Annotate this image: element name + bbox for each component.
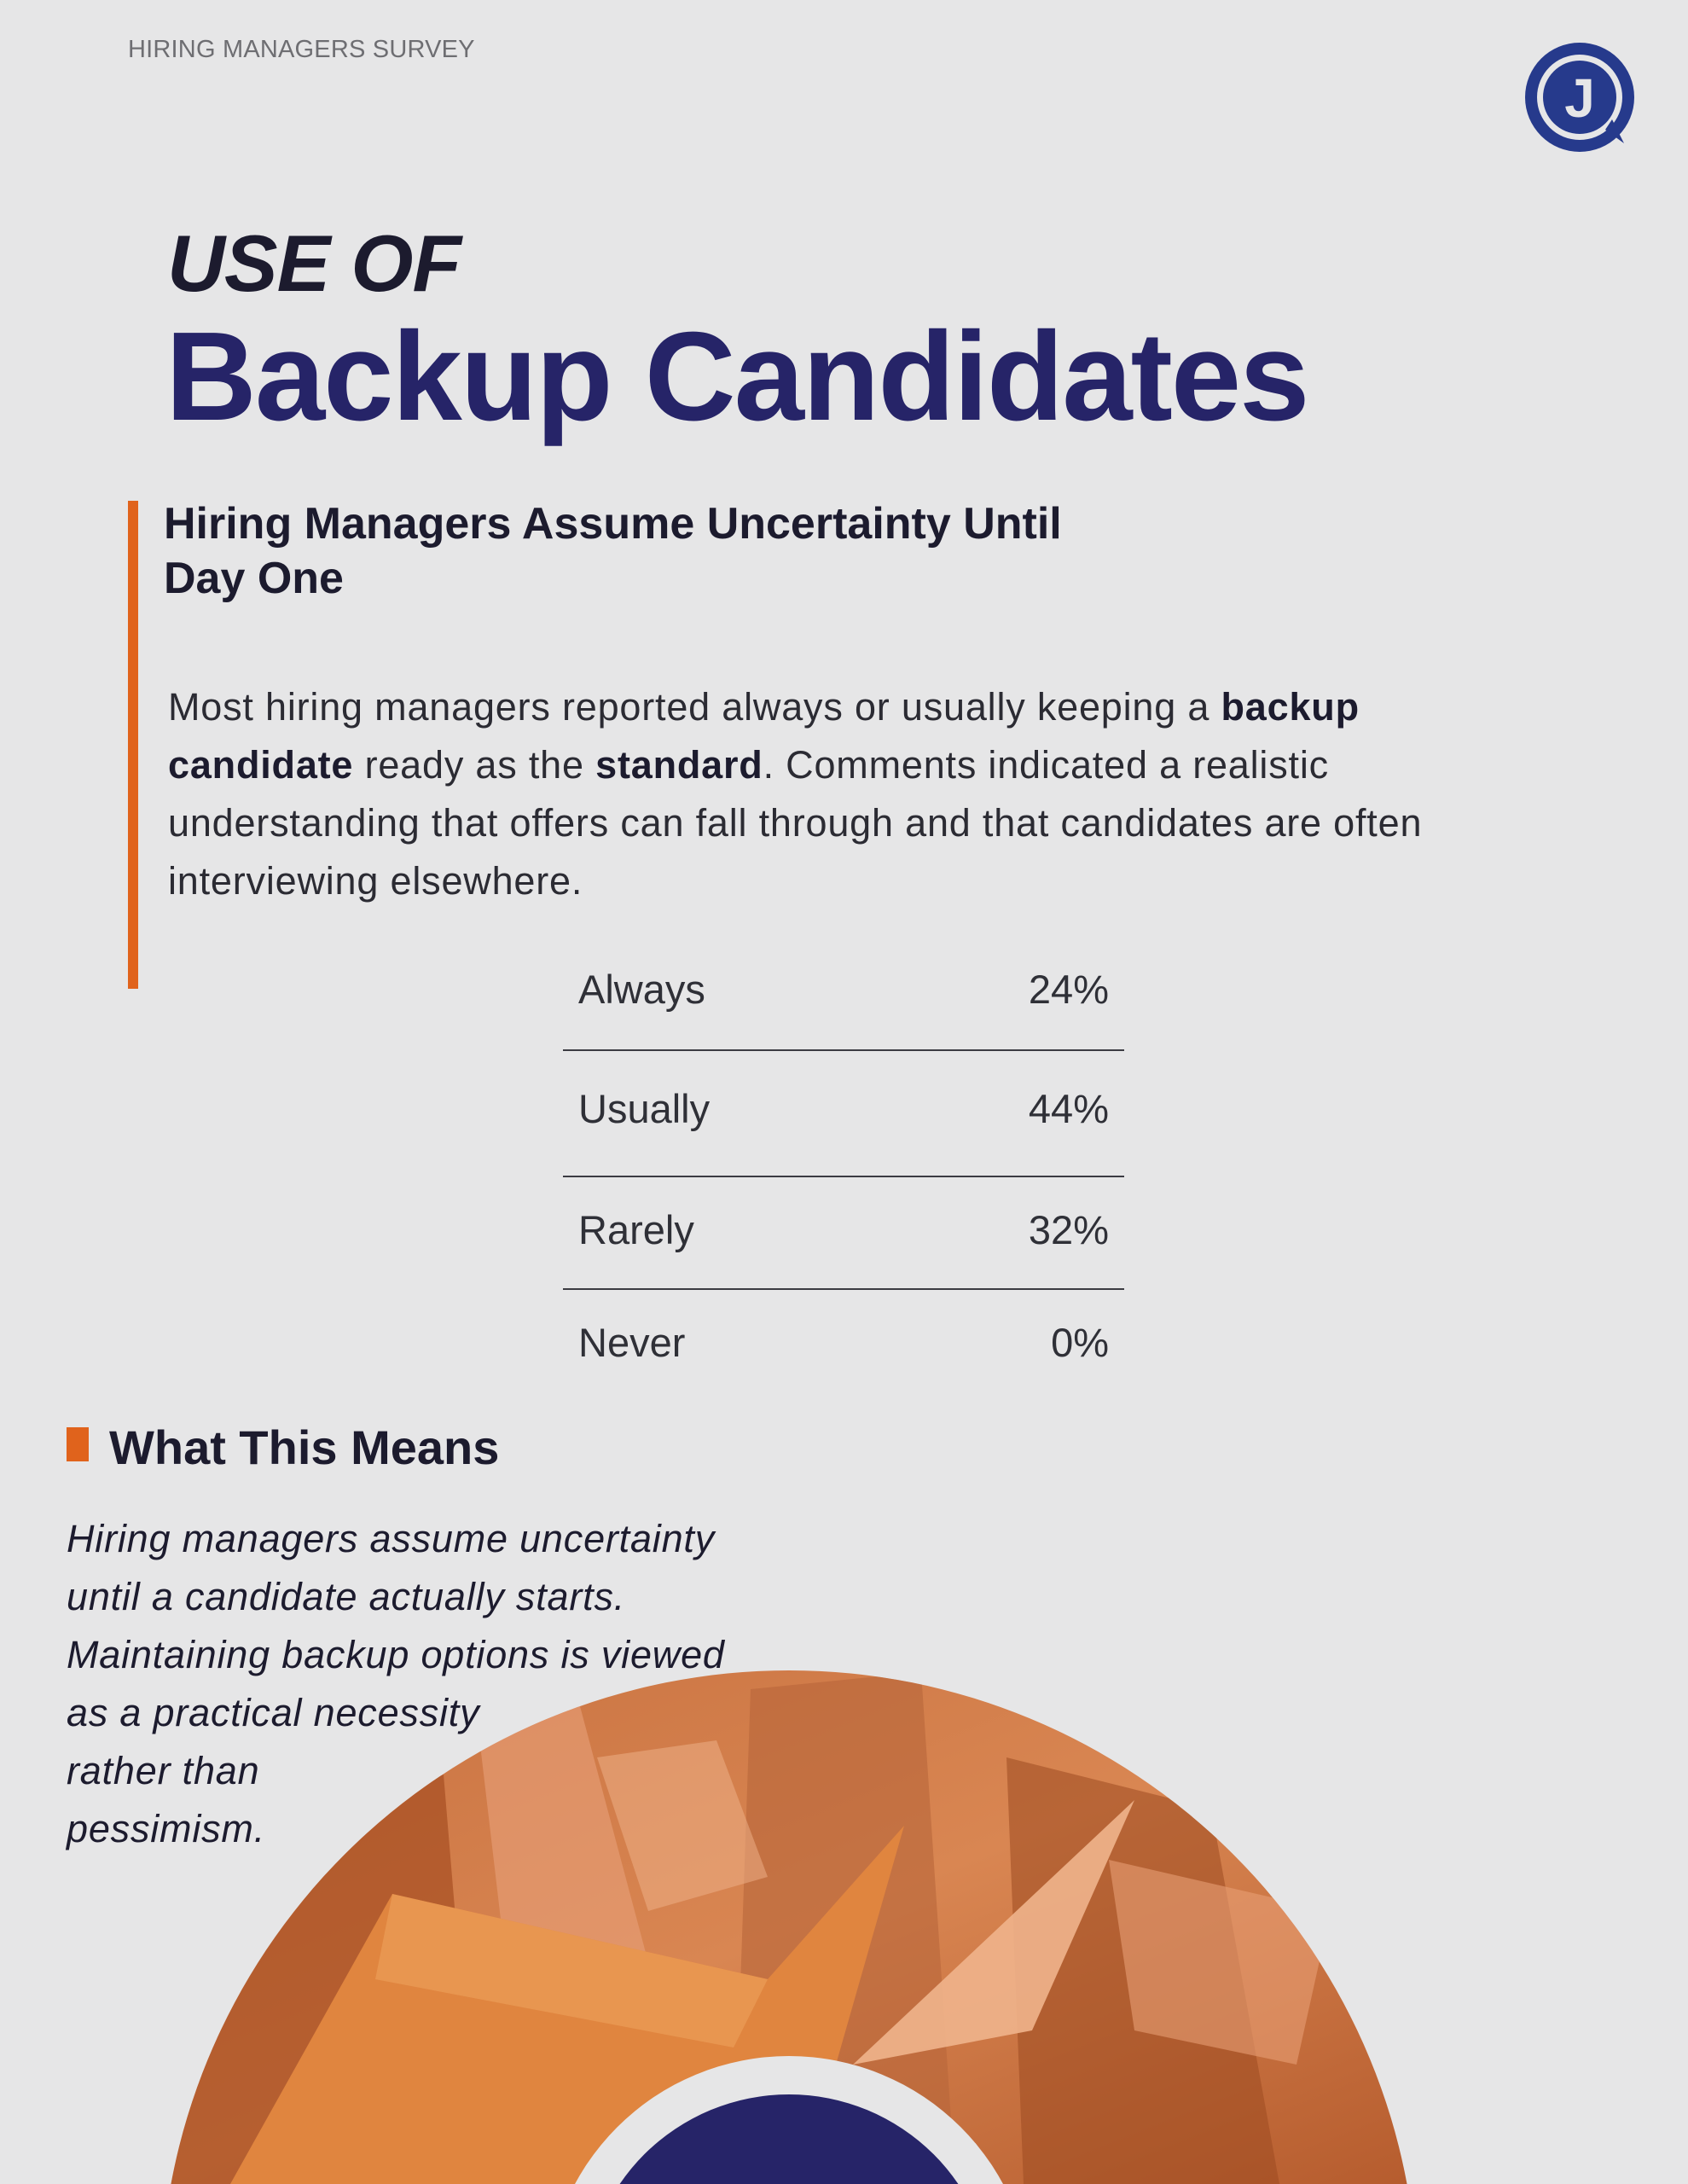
means-line: Hiring managers assume uncertainty — [67, 1517, 716, 1560]
means-line: rather than — [67, 1749, 260, 1792]
section-title: What This Means — [109, 1420, 500, 1474]
title-kicker: USE OF — [167, 218, 461, 308]
body-emphasis: backup candidate — [168, 685, 1360, 787]
row-label: Usually — [578, 1086, 711, 1131]
row-value: 0% — [1051, 1320, 1109, 1365]
body-text: . Comments indicated a realistic understanding that offers can fall through and that candidates are often interviewing elsewhere. — [168, 743, 1423, 903]
means-line: pessimism. — [67, 1807, 266, 1850]
means-line: as a practical necessity — [67, 1691, 480, 1734]
survey-label: HIRING MANAGERS SURVEY — [128, 36, 475, 63]
means-line: Maintaining backup options is viewed — [67, 1633, 725, 1676]
row-label: Never — [578, 1320, 686, 1365]
row-label: Always — [578, 967, 705, 1012]
body-text: ready as the — [353, 743, 596, 787]
means-line: until a candidate actually starts. — [67, 1575, 626, 1618]
page-title: Backup Candidates — [165, 306, 1308, 447]
section-subhead: Hiring Managers Assume Uncertainty Until Day One — [164, 499, 1062, 603]
means-paragraph — [67, 1510, 834, 1858]
row-value: 44% — [1028, 1086, 1109, 1131]
body-emphasis: standard — [595, 743, 763, 787]
row-label: Rarely — [578, 1207, 694, 1252]
logo-letter: J — [1564, 67, 1595, 129]
body-text: Most hiring managers reported always or usually keeping a — [168, 685, 1221, 729]
row-value: 24% — [1028, 967, 1109, 1012]
row-value: 32% — [1028, 1207, 1109, 1252]
